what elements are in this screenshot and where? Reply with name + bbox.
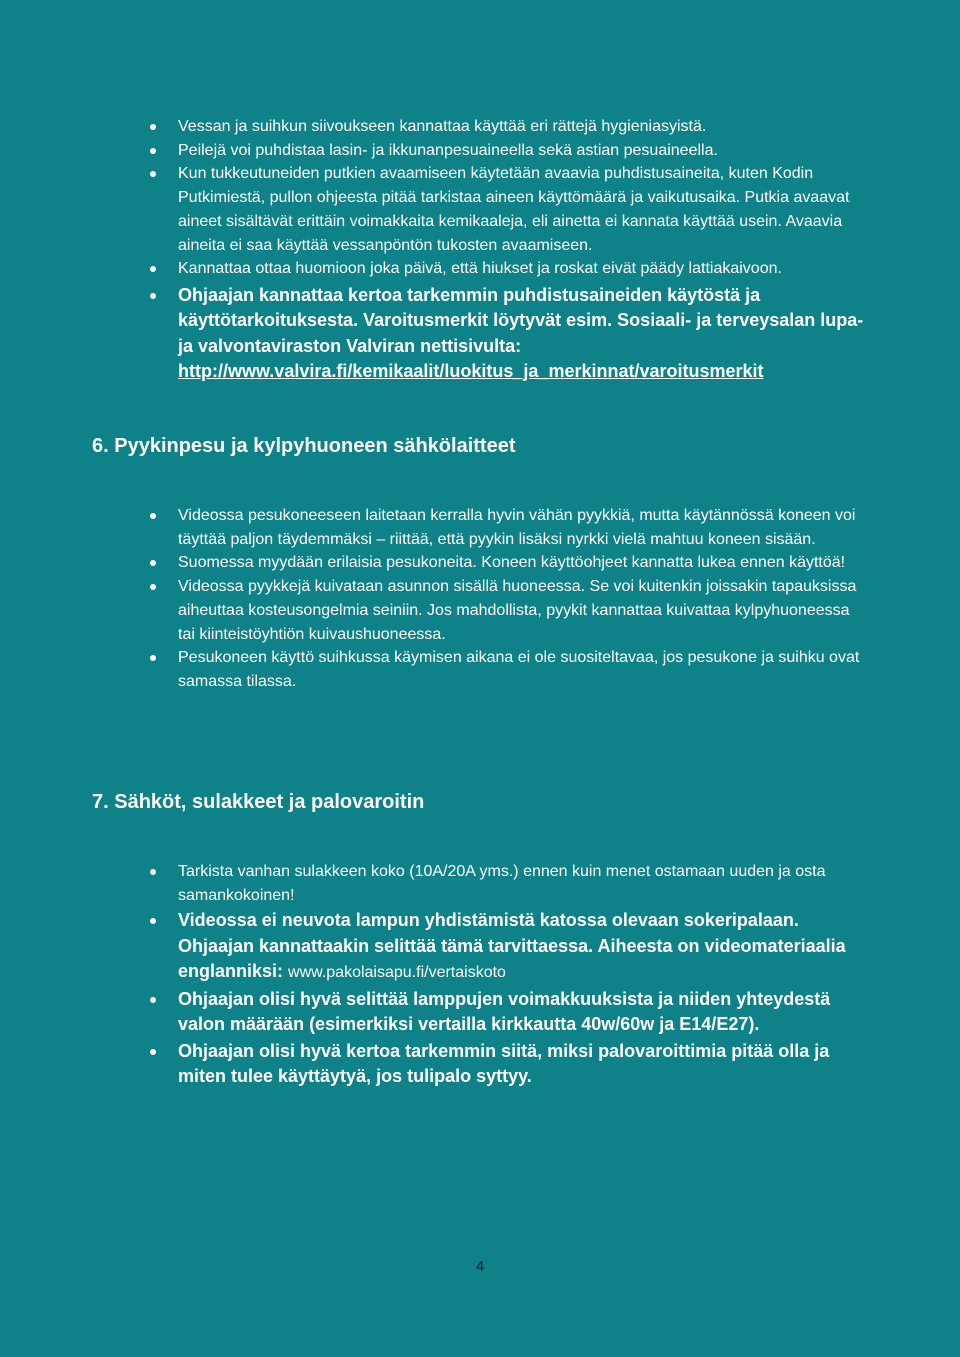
list-item [0, 860, 960, 907]
list-item [0, 551, 960, 575]
bullet-icon [150, 584, 156, 590]
pakolaisapu-link[interactable]: www.pakolaisapu.fi/vertaiskoto [288, 964, 506, 982]
list-item [0, 646, 960, 693]
list-item-text: Suomessa myydään erilaisia pesukoneita. Koneen käyttöohjeet kannatta lukea ennen käyttöä! [178, 554, 846, 572]
section-6-heading: 6. Pyykinpesu ja kylpyhuoneen sähkölaitteet [92, 435, 516, 457]
list-item-text: Ohjaajan olisi hyvä kertoa tarkemmin siitä, miksi palovaroittimia pitää olla ja miten tulee käyttäytyä, jos tulipalo syttyy. [178, 1040, 830, 1087]
bullet-icon [150, 124, 156, 130]
bullet-icon [150, 655, 156, 661]
list-item [0, 575, 960, 646]
page-number: 4 [475, 1258, 485, 1275]
section-7-heading: 7. Sähköt, sulakkeet ja palovaroitin [92, 791, 425, 813]
bullet-icon [150, 293, 156, 299]
bullet-icon [150, 513, 156, 519]
list-item [0, 115, 960, 139]
bullet-icon [150, 266, 156, 272]
bullet-icon [150, 997, 156, 1003]
laundry-tips-list [0, 504, 960, 694]
list-item [0, 139, 960, 163]
electricity-tips-list [0, 860, 960, 1090]
list-item [0, 162, 960, 257]
list-item-text: Peilejä voi puhdistaa lasin- ja ikkunanpesuaineella sekä astian pesuaineella. [178, 141, 718, 159]
list-item [0, 257, 960, 281]
bullet-icon [150, 560, 156, 566]
bullet-icon [150, 869, 156, 875]
list-item-text: Videossa pesukoneeseen laitetaan kerralla hyvin vähän pyykkiä, mutta käytännössä koneen voi täyttää paljon täydemmäksi – riittää, että pyykin lisäksi nyrkki vielä mahtuu koneen sisään. [178, 507, 856, 548]
list-item-text: Pesukoneen käyttö suihkussa käymisen aikana ei ole suositeltavaa, jos pesukone ja suihku ovat samassa tilassa. [178, 649, 860, 690]
list-item-text: Ohjaajan olisi hyvä selittää lamppujen voimakkuuksista ja niiden yhteydestä valon määrään (esimerkiksi vertailla kirkkautta 40w/60w ja E14/E27). [178, 988, 831, 1035]
list-item-text: Vessan ja suihkun siivoukseen kannattaa käyttää eri rättejä hygieniasyistä. [178, 118, 707, 135]
list-item-text: Tarkista vanhan sulakkeen koko (10A/20A yms.) ennen kuin menet ostamaan uuden ja osta samankokoinen! [178, 863, 826, 904]
bullet-icon [150, 148, 156, 154]
list-item [0, 283, 960, 385]
cleaning-tips-list [0, 115, 960, 385]
bullet-icon [150, 918, 156, 924]
list-item-text: Kannattaa ottaa huomioon joka päivä, että hiukset ja roskat eivät päädy lattiakaivoon. [178, 260, 782, 278]
valvira-link[interactable]: http://www.valvira.fi/kemikaalit/luokitus_ja_merkinnat/varoitusmerkit [178, 361, 764, 382]
bullet-icon [150, 1049, 156, 1055]
list-item [0, 1039, 960, 1090]
list-item-text: Ohjaajan kannattaa kertoa tarkemmin puhdistusaineiden käytöstä ja käyttötarkoituksesta. Varoitusmerkit löytyvät esim. Sosiaali- ja terveysalan lupa- ja valvontaviraston Valviran nettisivulta: [178, 284, 864, 356]
list-item [0, 987, 960, 1038]
list-item [0, 504, 960, 551]
bullet-icon [150, 171, 156, 177]
list-item [0, 908, 960, 986]
list-item-text: Kun tukkeutuneiden putkien avaamiseen käytetään avaavia puhdistusaineita, kuten Kodin Putkimiestä, pullon ohjeesta pitää tarkistaa aineen käyttömäärä ja vaikutusaika. Putkia avaavat aineet sisältävät erittäin voimakkaita kemikaaleja, eli ainetta ei kannata käyttää usein. Avaavia aineita ei saa käyttää vessanpöntön tukosten avaamiseen. [178, 165, 850, 254]
list-item-text: Videossa pyykkejä kuivataan asunnon sisällä huoneessa. Se voi kuitenkin joissakin tapauksissa aiheuttaa kosteusongelmia seiniin. Jos mahdollista, pyykit kannattaa kuivattaa kylpyhuoneessa tai kiinteistöyhtiön kuivaushuoneessa. [178, 578, 857, 643]
list-item-text: Videossa ei neuvota lampun yhdistämistä katossa olevaan sokeripalaan. Ohjaajan kannattaakin selittää tämä tarvittaessa. Aiheesta on videomateriaalia englanniksi: [178, 910, 846, 982]
